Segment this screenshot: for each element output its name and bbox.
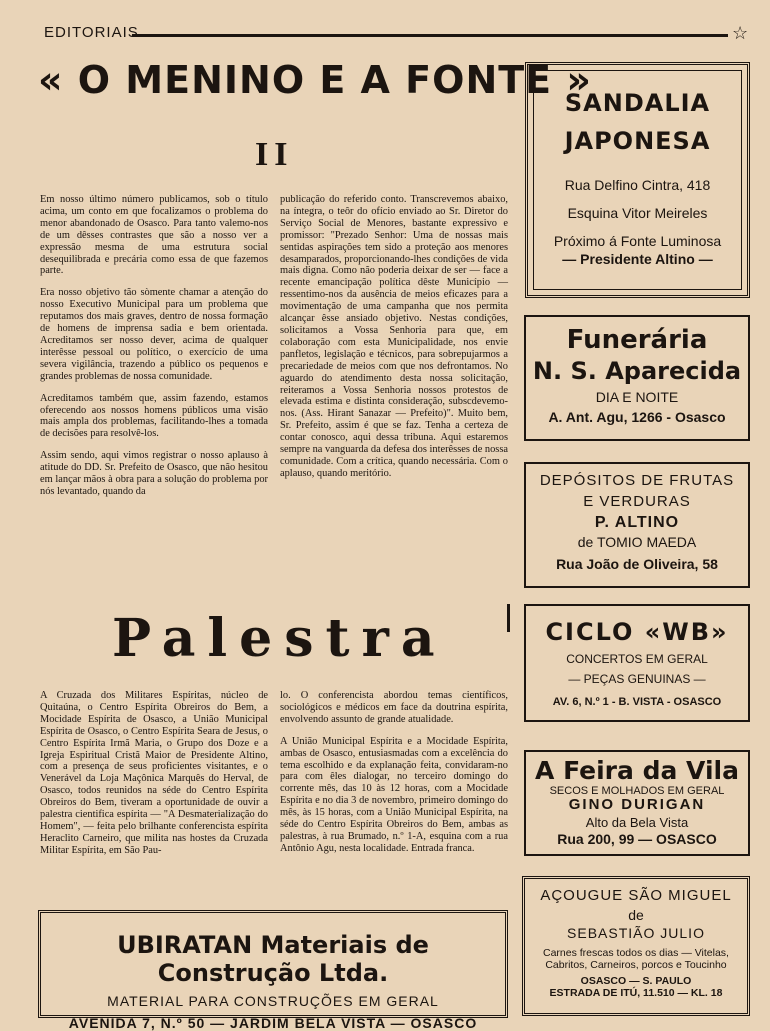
paragraph: publicação do referido conto. Transcrevemos abaixo, na íntegra, o teôr do ofício enviado ao Sr. Diretor do Serviço Social de Menores, bastante expressivo e promissor: "Prezado Senhor: Uma de nossas mais sentidas aspirações tem sido a proteção aos menores desamparados, proporcionando-lhes condições de vida mais digna. Como não poderia deixar de ser — face a recente emancipação política dêste Município — ressentimo-nos da ausência de meios eficazes para a movimentação de uma campanha que nos permita alcançar êsse ansiado objetivo. Nestas condições, solicitamos a Vossa Senhoria para que, em colaboração com esta Municipalidade, nos envie panfletos, legislação e técnicos, para sobrepujarmos a precariedade de meios com que nos defrontamos. No aguardo do atendimento desta nossa solicitação, reiteramos a Vossa Senhoria nossos protestos de elevada estima e distinta consideração, subscdevemo-nos. (Ass. Hirant Sanazar — Prefeito)". Muito bem, Sr. Prefeito, assim é que se faz. Tenha a certeza de contar conosco, aqui dessa tribuna. Aqui estaremos sempre na vanguarda da defesa dos interêsses de nossa comunidade. Com a crítica, quando necessária. Com o aplauso, quando meritório. [280,194,508,479]
palestra-column-1 [40,690,268,867]
ad-address: AVENIDA 7, N.º 50 — JARDIM BELA VISTA — OSASCO [68,1015,478,1031]
editorial-column-2 [280,194,508,490]
ad-address: AV. 6, N.º 1 - B. VISTA - OSASCO [552,696,722,708]
paragraph: Assim sendo, aqui vimos registrar o nosso aplauso à atitude do DD. Sr. Prefeito de Osasco, que não hesitou em lançar mãos à obra para a solução do problema por nós levantado, quando da [40,450,268,497]
palestra-title: Palestra [112,608,447,669]
ad-line: MATERIAL PARA CONSTRUÇÕES EM GERAL [107,993,439,1009]
ad-name: N. S. Aparecida [532,357,742,385]
column-divider [507,604,510,632]
ad-name: A Feira da Vila [535,756,739,785]
ad-line: SECOS E MOLHADOS EM GERAL [549,785,725,797]
ad-sandalia-japonesa [525,62,750,298]
paragraph: lo. O conferencista abordou temas científicos, sociológicos e médicos em face da doutrina espírita, envolvendo assunto de grande atualidade. [280,690,508,725]
star-icon: ☆ [732,23,749,43]
ad-name: SANDALIA [564,89,711,117]
ad-line: CONCERTOS EM GERAL [566,652,708,666]
ad-line: E VERDURAS [583,493,691,510]
paragraph: A Cruzada dos Militares Espíritas, núcleo de Quitaúna, o Centro Espírita Obreiros do Bem, a Mocidade Espírita de Osasco, a União Municipal Espírita de Osasco, o Centro Espírita Seara de Jesus, o Centro Espírita Irmã Maria, o Grupo dos Doze e a Igreja Espiritual Cristã Maior de Presidente Altino, com a presença de seus proficientes visitantes, e o Venerável da Loja Maçônica Marquês do Herval, de Osasco, todos reunidos na séde do Centro Espírita Obreiros do Bem, tiveram a oportunidade de ouvir a palestra cientifica espírita — "A Desmaterialização do Homem", — feita pelo brilhante conferencista espírita Heraclito Carneiro, que milita nas hostes da Cruzada Militar Espírita, em São Pau- [40,690,268,856]
paragraph: Em nosso último número publicamos, sob o título acima, um conto em que focalizamos o problema do menor abandonado de Osasco. Para tanto valemo-nos de um dêsses contrastes que são a nosso ver a expressão mesma de uma estrutura social desequilibrada e precária como essa de que fazemos parte. [40,194,268,277]
ad-inner-frame [533,70,742,290]
ad-address: Rua 200, 99 — OSASCO [557,831,717,847]
ad-location: Alto da Bela Vista [585,815,689,830]
ad-address: A. Ant. Agu, 1266 - Osasco [548,409,726,425]
ad-owner: SEBASTIÃO JULIO [567,925,705,941]
ad-owner: GINO DURIGAN [568,796,706,813]
ad-ciclo-wb [524,604,750,722]
ad-products: Carnes frescas todos os dias — Vitelas, Cabritos, Carneiros, porcos e Toucinho [543,947,729,971]
ad-funeraria [524,315,750,441]
ad-line: — PEÇAS GENUINAS — [568,672,706,686]
ad-near: Próximo á Fonte Luminosa [553,233,722,249]
paragraph: Acreditamos também que, assim fazendo, estamos oferecendo aos nossos homens públicos uma visão mais ampla dos problemas, facilitando-lhes a tomada de decisões para resolvê-los. [40,392,268,440]
ad-acougue-sao-miguel [522,876,750,1016]
ad-line: de TOMIO MAEDA [577,534,697,550]
editorial-title: « O MENINO E A FONTE » [38,58,592,102]
section-label: EDITORIAIS [44,24,139,41]
paragraph: A União Municipal Espírita e a Mocidade Espírita, ambas de Osasco, entusiasmadas com a excelência do tema escolhido e da explanação feita, convidaram-no para com êles dialogar, no terceiro domingo do corrente mês, das 10 às 12 horas, com a Mocidade Espírita e no dia 3 de novembro, primeiro domingo do mês, às 15 horas, com a União Municipal Espírita, na séde do Centro Espírita Obreiros do Bem, ambas as palestras, à rua Brumado, n.º 1-A, esquina com a rua Antônio Agu, nesta localidade. Entrada franca. [280,735,508,854]
palestra-column-2 [280,690,508,865]
editorial-subtitle: II [255,136,294,173]
ad-line: DEPÓSITOS DE FRUTAS [539,472,735,489]
ad-ubiratan [38,910,508,1031]
ad-line: P. ALTINO [594,514,680,531]
ad-name: AÇOUGUE SÃO MIGUEL [540,887,732,904]
ad-city: OSASCO — S. PAULO [580,975,692,987]
paragraph: Era nosso objetivo tão sòmente chamar a atenção do nosso Executivo Municipal para um problema que reputamos dos mais graves, dentro de nossa formação de homens de imprensa sadia e bem orientada. Acreditamos ser nosso dever, acima de qualquer interêsse pessoal ou político, o exercício de uma severa vigilância, trazendo a público os pequenos e grandes problemas de nossa comunidade. [40,287,268,382]
ad-corner: Esquina Vitor Meireles [567,205,708,221]
ad-name: CICLO «WB» [545,618,729,646]
ad-hours: DIA E NOITE [595,389,679,405]
ad-name: UBIRATAN Materiais de Construção Ltda. [117,931,429,987]
ad-feira-da-vila [524,750,750,856]
ad-address: ESTRADA DE ITÚ, 11.510 — KL. 18 [549,987,723,999]
ad-name: JAPONESA [564,127,711,155]
ad-line: de [628,907,644,923]
editorial-column-1 [40,194,268,508]
ad-name: Funerária [566,325,708,355]
ad-address: Rua Delfino Cintra, 418 [564,177,711,193]
ad-depositos [524,462,750,588]
ad-district: — Presidente Altino — [562,251,713,267]
header-rule [132,34,728,37]
ad-address: Rua João de Oliveira, 58 [556,556,718,572]
